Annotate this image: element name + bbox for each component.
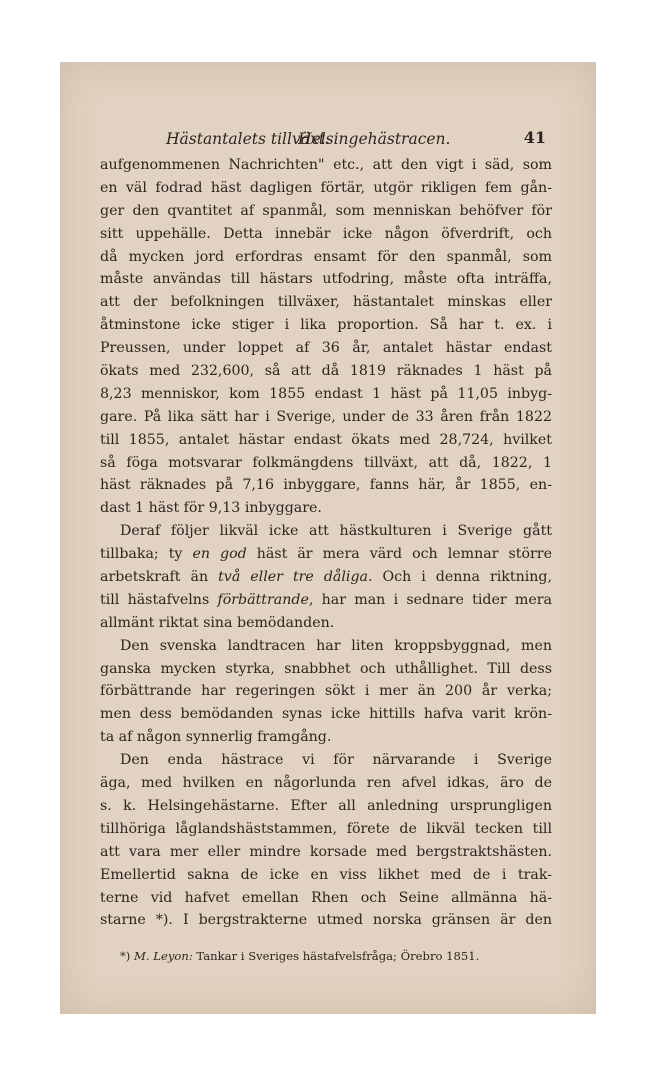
- text-run: tillbaka; ty: [100, 546, 193, 563]
- text-line: Emellertid sakna de icke en viss likhet med de i trak-: [100, 866, 552, 883]
- text-line: förbättrande har regeringen sökt i mer än 200 år verka;: [100, 683, 552, 700]
- text-line: till 1855, antalet hästar endast ökats med 28,724, hvilket: [100, 431, 552, 448]
- text-line: Den enda hästrace vi för närvarande i Sverige: [120, 752, 552, 769]
- body-text: [100, 154, 552, 932]
- text-run: till hästafvelns: [100, 591, 218, 608]
- text-line: gare. På lika sätt har i Sverige, under de 33 åren från 1822: [100, 408, 552, 425]
- text-line: sitt uppehälle. Detta innebär icke någon öfverdrift, och: [100, 225, 552, 242]
- footnote-author: M. Leyon:: [134, 949, 193, 964]
- text-line: ökats med 232,600, så att då 1819 räknades 1 häst på: [100, 363, 552, 380]
- text-line: men dess bemödanden synas icke hittills hafva varit krön-: [100, 706, 552, 723]
- text-block: [100, 124, 552, 964]
- emphasis-text: en god: [192, 546, 247, 563]
- text-line: 8,23 menniskor, kom 1855 endast 1 häst på 11,05 inbyg-: [100, 385, 552, 402]
- text-line: ger den qvantitet af spanmål, som menniskan behöfver för: [100, 202, 552, 219]
- text-line: [100, 543, 552, 566]
- text-line: att vara mer eller mindre korsade med bergstraktshästen.: [100, 843, 552, 860]
- text-line: så föga motsvarar folkmängdens tillväxt, att då, 1822, 1: [100, 454, 552, 471]
- text-line: [100, 566, 552, 589]
- text-line: aufgenommenen Nachrichten" etc., att den vigt i säd, som: [100, 157, 552, 173]
- text-run: , har man i sednare tider mera: [308, 591, 552, 608]
- text-line: måste användas till hästars utfodring, måste ofta inträffa,: [100, 271, 552, 288]
- running-head-right: Helsingehästracen.: [298, 130, 451, 148]
- text-run: arbetskraft än: [100, 569, 219, 586]
- text-line: ganska mycken styrka, snabbhet och uthållighet. Till dess: [100, 660, 552, 677]
- text-run: häst är mera värd och lemnar större: [246, 546, 552, 563]
- text-line: ta af någon synnerlig framgång.: [100, 729, 332, 746]
- text-line: då mycken jord erfordras ensamt för den spanmål, som: [100, 248, 552, 265]
- running-head-left: Hästantalets tillväxt.: [166, 130, 330, 148]
- text-line: dast 1 häst för 9,13 inbyggare.: [100, 500, 322, 517]
- text-line: äga, med hvilken en någorlunda ren afvel idkas, äro de: [100, 775, 552, 792]
- footnote-marker: *): [120, 949, 135, 964]
- emphasis-text: förbättrande: [217, 591, 309, 608]
- text-line: en väl fodrad häst dagligen förtär, utgör rikligen fem gån-: [100, 179, 552, 196]
- text-line: tillhöriga låglandshäststammen, förete de likväl tecken till: [100, 820, 552, 837]
- running-head: [100, 124, 552, 154]
- text-run: . Och i denna riktning,: [367, 569, 552, 586]
- text-line: Den svenska landtracen har liten kroppsbyggnad, men: [120, 637, 552, 654]
- text-line: starne *). I bergstrakterne utmed norska gränsen är den: [100, 912, 552, 929]
- text-line: Deraf följer likväl icke att hästkulturen i Sverige gått: [120, 523, 552, 540]
- text-line: Preussen, under loppet af 36 år, antalet hästar endast: [100, 340, 552, 357]
- emphasis-text: två eller tre dåliga: [218, 569, 368, 586]
- text-line: s. k. Helsingehästarne. Efter all anledning ursprungligen: [100, 797, 552, 814]
- footnote-text: Tankar i Sveriges hästafvelsfråga; Örebro 1851.: [192, 949, 480, 964]
- text-line: [100, 589, 552, 612]
- text-line: att der befolkningen tillväxer, hästantalet minskas eller: [100, 294, 552, 311]
- page-number: 41: [523, 128, 546, 147]
- text-line: terne vid hafvet emellan Rhen och Seine allmänna hä-: [100, 889, 552, 906]
- text-line: allmänt riktat sina bemödanden.: [100, 614, 335, 631]
- footnote: [100, 948, 552, 964]
- text-line: åtminstone icke stiger i lika proportion. Så har t. ex. i: [100, 317, 552, 334]
- text-line: häst räknades på 7,16 inbyggare, fanns här, år 1855, en-: [100, 477, 552, 494]
- book-page: [60, 62, 596, 1014]
